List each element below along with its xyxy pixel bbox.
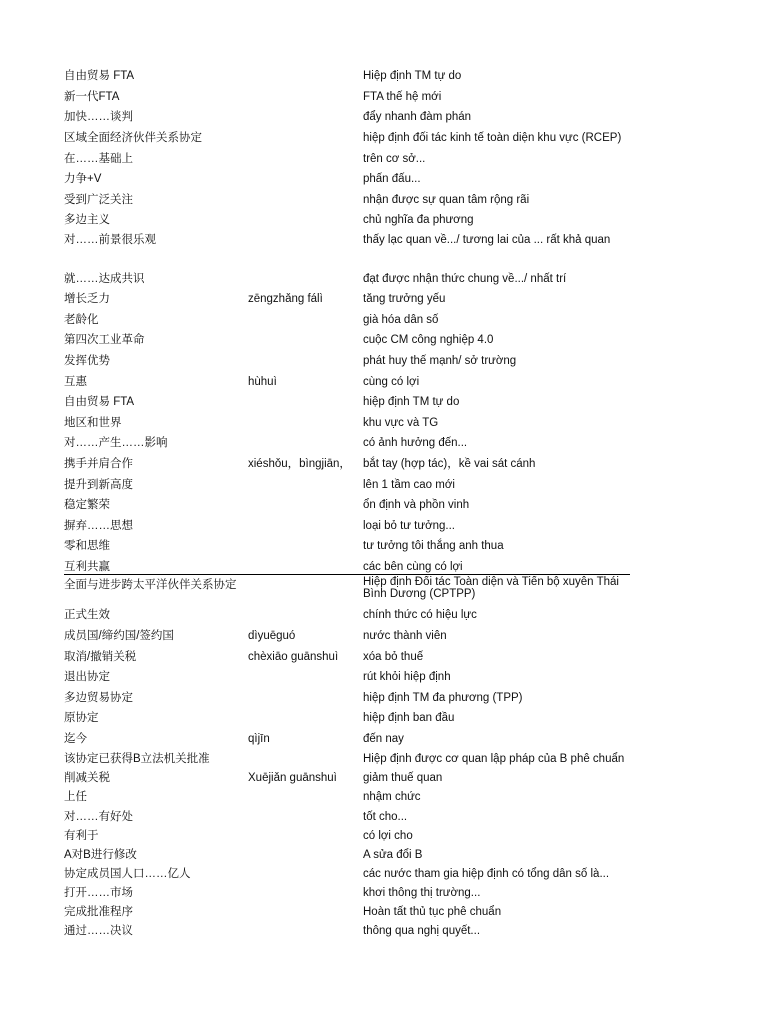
term-chinese: 携手并肩合作 bbox=[64, 458, 133, 470]
term-chinese: 摒弃……思想 bbox=[64, 520, 133, 532]
term-pinyin: xiéshǒu，bìngjiān， bbox=[248, 458, 351, 470]
table-row bbox=[0, 270, 768, 289]
term-chinese: 对……产生……影响 bbox=[64, 437, 168, 449]
term-chinese: 该协定已获得B立法机关批准 bbox=[64, 753, 210, 765]
term-vietnamese: nhận được sự quan tâm rộng rãi bbox=[363, 194, 530, 206]
term-chinese: 多边主义 bbox=[64, 214, 110, 226]
term-vietnamese: loại bỏ tư tưởng... bbox=[363, 520, 455, 532]
term-vietnamese: hiệp định đối tác kinh tế toàn diện khu vực (RCEP) bbox=[363, 132, 622, 144]
term-vietnamese: rút khỏi hiệp định bbox=[363, 671, 451, 683]
table-row bbox=[0, 331, 768, 350]
term-vietnamese: tốt cho... bbox=[363, 811, 408, 823]
table-row bbox=[0, 606, 768, 625]
term-chinese: 加快……谈判 bbox=[64, 111, 133, 123]
term-chinese: 提升到新高度 bbox=[64, 479, 133, 491]
table-row bbox=[0, 709, 768, 728]
term-vietnamese: già hóa dân số bbox=[363, 314, 439, 326]
term-chinese: 区域全面经济伙伴关系协定 bbox=[64, 132, 202, 144]
term-chinese: 取消/撤销关税 bbox=[64, 651, 137, 663]
term-vietnamese: khu vực và TG bbox=[363, 417, 439, 429]
table-row bbox=[0, 496, 768, 515]
table-row bbox=[0, 191, 768, 210]
term-chinese: 打开……市场 bbox=[64, 887, 133, 899]
table-row bbox=[0, 769, 768, 788]
term-chinese: 老龄化 bbox=[64, 314, 99, 326]
table-row bbox=[0, 455, 768, 474]
term-vietnamese: hiệp định TM tự do bbox=[363, 396, 460, 408]
term-chinese: 自由贸易 FTA bbox=[64, 70, 135, 82]
table-row bbox=[0, 627, 768, 646]
term-chinese: 受到广泛关注 bbox=[64, 194, 133, 206]
term-chinese: 互惠 bbox=[64, 376, 87, 388]
table-row bbox=[0, 414, 768, 433]
term-vietnamese: cuộc CM công nghiệp 4.0 bbox=[363, 334, 494, 346]
table-row bbox=[0, 373, 768, 392]
term-vietnamese: giảm thuế quan bbox=[363, 772, 443, 784]
term-chinese: 对……前景很乐观 bbox=[64, 234, 156, 246]
table-row bbox=[0, 750, 768, 769]
term-chinese: 全面与进步跨太平洋伙伴关系协定 bbox=[64, 579, 237, 591]
table-row bbox=[0, 88, 768, 107]
term-pinyin: dìyuēguó bbox=[248, 630, 296, 642]
term-vietnamese: A sửa đổi B bbox=[363, 849, 423, 861]
term-vietnamese: tăng trưởng yếu bbox=[363, 293, 446, 305]
term-pinyin: hùhuì bbox=[248, 376, 277, 388]
term-chinese: 协定成员国人口……亿人 bbox=[64, 868, 191, 880]
table-row bbox=[0, 108, 768, 127]
table-row bbox=[0, 67, 768, 86]
term-chinese: 地区和世界 bbox=[64, 417, 122, 429]
term-chinese: 就……达成共识 bbox=[64, 273, 145, 285]
term-chinese: 退出协定 bbox=[64, 671, 110, 683]
table-row bbox=[0, 517, 768, 536]
term-vietnamese: FTA thế hệ mới bbox=[363, 91, 442, 103]
term-chinese: 增长乏力 bbox=[64, 293, 110, 305]
table-row bbox=[0, 150, 768, 169]
term-pinyin: Xuējiǎn guānshuì bbox=[248, 772, 337, 784]
table-row bbox=[0, 311, 768, 330]
table-row bbox=[0, 211, 768, 230]
term-chinese: 削减关税 bbox=[64, 772, 110, 784]
table-row bbox=[0, 827, 768, 846]
term-vietnamese: đạt được nhận thức chung về.../ nhất trí bbox=[363, 273, 567, 285]
term-chinese: 自由贸易 FTA bbox=[64, 396, 135, 408]
term-vietnamese: phát huy thế mạnh/ sở trường bbox=[363, 355, 517, 367]
term-vietnamese: khơi thông thị trường... bbox=[363, 887, 481, 899]
term-vietnamese: Hiệp định TM tự do bbox=[363, 70, 462, 82]
term-chinese: 在……基础上 bbox=[64, 153, 133, 165]
term-chinese: 互利共赢 bbox=[64, 561, 110, 573]
table-row bbox=[0, 434, 768, 453]
term-chinese: 新一代FTA bbox=[64, 91, 120, 103]
term-vietnamese: lên 1 tầm cao mới bbox=[363, 479, 455, 491]
term-chinese: 第四次工业革命 bbox=[64, 334, 145, 346]
table-row bbox=[0, 576, 768, 606]
table-row bbox=[0, 846, 768, 865]
table-row bbox=[0, 865, 768, 884]
term-vietnamese: hiệp định ban đầu bbox=[363, 712, 455, 724]
table-row bbox=[0, 668, 768, 687]
term-chinese: 多边贸易协定 bbox=[64, 692, 133, 704]
term-vietnamese: các nước tham gia hiệp định có tổng dân số là... bbox=[363, 868, 610, 880]
table-row bbox=[0, 648, 768, 667]
table-row bbox=[0, 231, 768, 250]
term-vietnamese: cùng có lợi bbox=[363, 376, 420, 388]
term-vietnamese: đến nay bbox=[363, 733, 404, 745]
term-chinese: 力争+V bbox=[64, 173, 102, 185]
table-row bbox=[0, 537, 768, 556]
table-row bbox=[0, 290, 768, 309]
term-vietnamese: ổn định và phồn vinh bbox=[363, 499, 470, 511]
term-chinese: 零和思维 bbox=[64, 540, 110, 552]
table-row bbox=[0, 903, 768, 922]
section-divider bbox=[64, 574, 630, 575]
term-chinese: 有利于 bbox=[64, 830, 99, 842]
term-vietnamese: các bên cùng có lợi bbox=[363, 561, 463, 573]
term-chinese: A对B进行修改 bbox=[64, 849, 137, 861]
table-row bbox=[0, 788, 768, 807]
term-vietnamese: có lợi cho bbox=[363, 830, 413, 842]
term-chinese: 发挥优势 bbox=[64, 355, 110, 367]
term-vietnamese: bắt tay (hợp tác)，kề vai sát cánh bbox=[363, 458, 536, 470]
term-chinese: 成员国/缔约国/签约国 bbox=[64, 630, 174, 642]
term-vietnamese: trên cơ sở... bbox=[363, 153, 426, 165]
term-vietnamese: Hoàn tất thủ tục phê chuẩn bbox=[363, 906, 502, 918]
term-vietnamese: nước thành viên bbox=[363, 630, 447, 642]
term-chinese: 通过……决议 bbox=[64, 925, 133, 937]
term-chinese: 对……有好处 bbox=[64, 811, 133, 823]
term-vietnamese: chính thức có hiệu lực bbox=[363, 609, 477, 621]
term-chinese: 正式生效 bbox=[64, 609, 110, 621]
term-vietnamese: tư tưởng tôi thắng anh thua bbox=[363, 540, 504, 552]
term-vietnamese: đẩy nhanh đàm phán bbox=[363, 111, 472, 123]
table-row bbox=[0, 170, 768, 189]
table-row bbox=[0, 352, 768, 371]
term-vietnamese: nhậm chức bbox=[363, 791, 421, 803]
term-vietnamese: xóa bỏ thuế bbox=[363, 651, 424, 663]
term-pinyin: qìjīn bbox=[248, 733, 270, 745]
table-row bbox=[0, 393, 768, 412]
term-vietnamese: phấn đấu... bbox=[363, 173, 421, 185]
table-row bbox=[0, 808, 768, 827]
term-vietnamese: thông qua nghị quyết... bbox=[363, 925, 481, 937]
table-row bbox=[0, 922, 768, 941]
table-row bbox=[0, 730, 768, 749]
table-row bbox=[0, 689, 768, 708]
term-vietnamese: thấy lạc quan về.../ tương lai của ... rất khả quan bbox=[363, 234, 611, 246]
table-row bbox=[0, 476, 768, 495]
term-chinese: 迄今 bbox=[64, 733, 87, 745]
term-pinyin: zēngzhǎng fálì bbox=[248, 293, 323, 305]
term-vietnamese: chủ nghĩa đa phương bbox=[363, 214, 474, 226]
term-vietnamese: Hiệp định được cơ quan lập pháp của B phê chuẩn bbox=[363, 753, 625, 765]
term-vietnamese: có ảnh hưởng đến... bbox=[363, 437, 468, 449]
term-chinese: 上任 bbox=[64, 791, 87, 803]
table-row bbox=[0, 884, 768, 903]
term-pinyin: chèxiāo guānshuì bbox=[248, 651, 339, 663]
term-chinese: 完成批准程序 bbox=[64, 906, 133, 918]
term-vietnamese: hiệp định TM đa phương (TPP) bbox=[363, 692, 523, 704]
term-chinese: 稳定繁荣 bbox=[64, 499, 110, 511]
term-vietnamese: Hiệp định Đối tác Toàn diện và Tiến bộ xuyên Thái Bình Dương (CPTPP) bbox=[363, 576, 619, 600]
term-chinese: 原协定 bbox=[64, 712, 99, 724]
table-row bbox=[0, 129, 768, 148]
